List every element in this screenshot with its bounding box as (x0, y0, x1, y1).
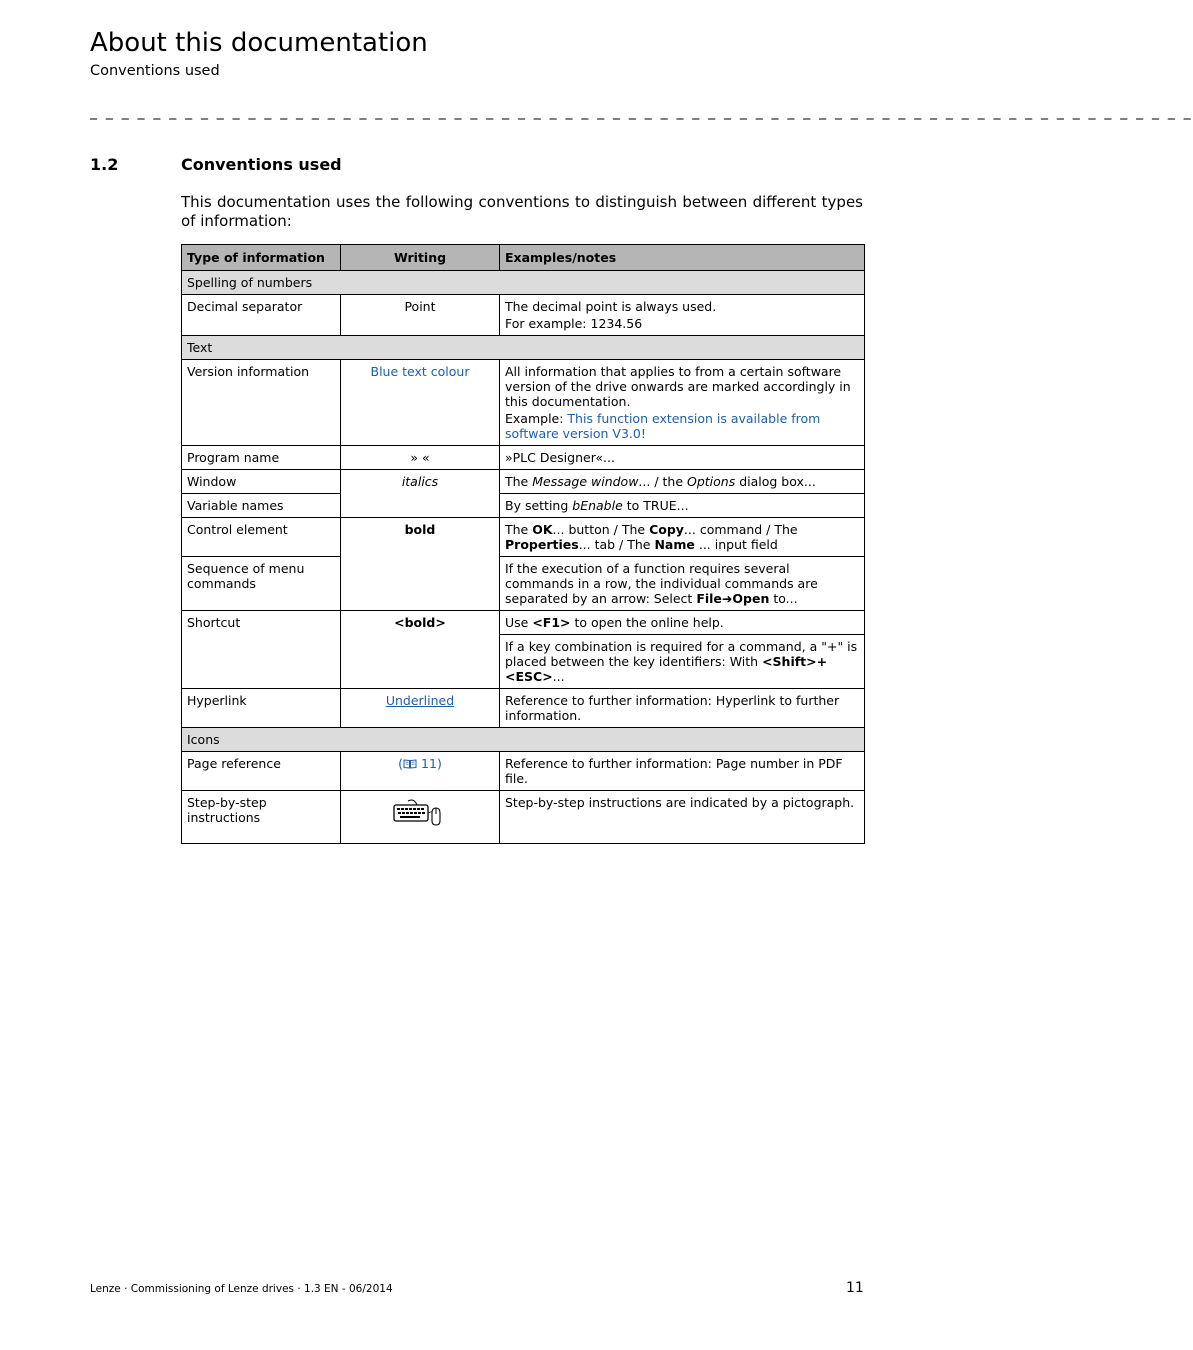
text: 11) (417, 756, 442, 771)
note-cell (500, 518, 865, 557)
page-title: About this documentation (90, 28, 428, 58)
bold-text: <Shift>+<ESC> (505, 654, 828, 684)
type-cell: Control element (182, 518, 341, 557)
text: The (505, 474, 533, 489)
text: to TRUE... (622, 498, 689, 513)
note-cell: Reference to further information: Hyperlink to further information. (500, 689, 865, 728)
text: ... input field (694, 537, 778, 552)
type-cell: Page reference (182, 752, 341, 791)
text: dialog box... (735, 474, 816, 489)
table-header-row (182, 245, 865, 271)
type-cell: Variable names (182, 494, 341, 518)
type-cell: Program name (182, 446, 341, 470)
text: to... (769, 591, 798, 606)
group-row-text (182, 336, 865, 360)
keyboard-mouse-icon (392, 795, 448, 829)
bold-text: Properties (505, 537, 579, 552)
table-row (182, 752, 865, 791)
note-example: For example: 1234.56 (505, 316, 643, 331)
bold-text: Copy (649, 522, 684, 537)
writing-cell: <bold> (341, 611, 500, 689)
writing-cell (341, 752, 500, 791)
table-row (182, 446, 865, 470)
header-examples: Examples/notes (500, 245, 865, 271)
note-cell: »PLC Designer«... (500, 446, 865, 470)
note-cell (500, 611, 865, 635)
bold-text: Name (654, 537, 695, 552)
text: ( (398, 756, 404, 771)
italic-text: Options (687, 474, 736, 489)
group-label: Icons (182, 728, 865, 752)
group-label: Text (182, 336, 865, 360)
note-cell: Step-by-step instructions are indicated by a pictograph. (500, 791, 865, 844)
table-row (182, 360, 865, 446)
note-cell (500, 557, 865, 611)
note-cell (500, 494, 865, 518)
table-row (182, 689, 865, 728)
dashed-divider: _ _ _ _ _ _ _ _ _ _ _ _ _ _ _ _ _ _ _ _ _ _ _ _ _ _ _ _ _ _ _ _ _ _ _ _ _ _ _ _ _ _ _ _ _ _ _ _ _ _ _ _ _ _ _ _ _ _ _ _ _ _ _ _ _ _ _ _ _ _ (90, 104, 1193, 120)
writing-cell: Blue text colour (341, 360, 500, 446)
type-cell: Hyperlink (182, 689, 341, 728)
type-cell: Step-by-step instructions (182, 791, 341, 844)
note-cell: Reference to further information: Page number in PDF file. (500, 752, 865, 791)
group-row-icons (182, 728, 865, 752)
writing-cell: Point (341, 295, 500, 336)
arrow-icon: ➜ (721, 591, 733, 606)
text: If a key combination is required for a command, a "+" is placed between the key identifiers: With (505, 639, 858, 669)
type-cell: Shortcut (182, 611, 341, 689)
table-row (182, 518, 865, 557)
bold-text: <F1> (532, 615, 571, 630)
writing-cell (341, 791, 500, 844)
bold-text: Open (732, 591, 770, 606)
bold-text: OK (532, 522, 553, 537)
type-cell: Window (182, 470, 341, 494)
text: to open the online help. (570, 615, 724, 630)
header-type: Type of information (182, 245, 341, 271)
section-number: 1.2 (90, 155, 119, 174)
table-row (182, 494, 865, 518)
intro-paragraph: This documentation uses the following conventions to distinguish between different types of information: (181, 193, 863, 230)
note-text: All information that applies to from a certain software version of the drive onwards are marked accordingly in this documentation. (505, 364, 851, 409)
text: ... (552, 669, 565, 684)
footer-text: Lenze · Commissioning of Lenze drives · 1.3 EN - 06/2014 (90, 1283, 393, 1295)
note-cell (500, 635, 865, 689)
table-row (182, 557, 865, 611)
text: Use (505, 615, 533, 630)
writing-cell (341, 689, 500, 728)
note-cell (500, 470, 865, 494)
book-icon (403, 758, 417, 769)
header-writing: Writing (341, 245, 500, 271)
text: ... tab / The (578, 537, 655, 552)
text: ... / the (638, 474, 687, 489)
note-example (505, 411, 859, 441)
writing-cell: bold (341, 518, 500, 611)
text: The (505, 522, 533, 537)
italic-text: Message window (532, 474, 639, 489)
bold-text: File (696, 591, 722, 606)
note-cell (500, 360, 865, 446)
type-cell: Decimal separator (182, 295, 341, 336)
text: If the execution of a function requires several commands in a row, the individual commands are separated by an arrow: Select (505, 561, 818, 606)
page-ref-link[interactable] (398, 756, 442, 771)
text: By setting (505, 498, 573, 513)
conventions-table (181, 244, 865, 844)
table-row (182, 470, 865, 494)
type-cell: Sequence of menu commands (182, 557, 341, 611)
table-row (182, 611, 865, 635)
page-number: 11 (846, 1280, 864, 1296)
underlined-link[interactable]: Underlined (385, 693, 455, 708)
writing-cell: italics (341, 470, 500, 518)
writing-cell: » « (341, 446, 500, 470)
section-title: Conventions used (181, 155, 342, 174)
note-cell (500, 295, 865, 336)
example-label: Example: (505, 411, 568, 426)
table-row (182, 295, 865, 336)
table-row (182, 791, 865, 844)
note-text: The decimal point is always used. (505, 299, 717, 314)
text: ... button / The (552, 522, 650, 537)
italic-text: bEnable (572, 498, 623, 513)
type-cell: Version information (182, 360, 341, 446)
group-row-numbers (182, 271, 865, 295)
text: ... command / The (683, 522, 798, 537)
group-label: Spelling of numbers (182, 271, 865, 295)
example-blue-text: This function extension is available from software version V3.0! (505, 411, 821, 441)
page-subtitle: Conventions used (90, 63, 220, 79)
